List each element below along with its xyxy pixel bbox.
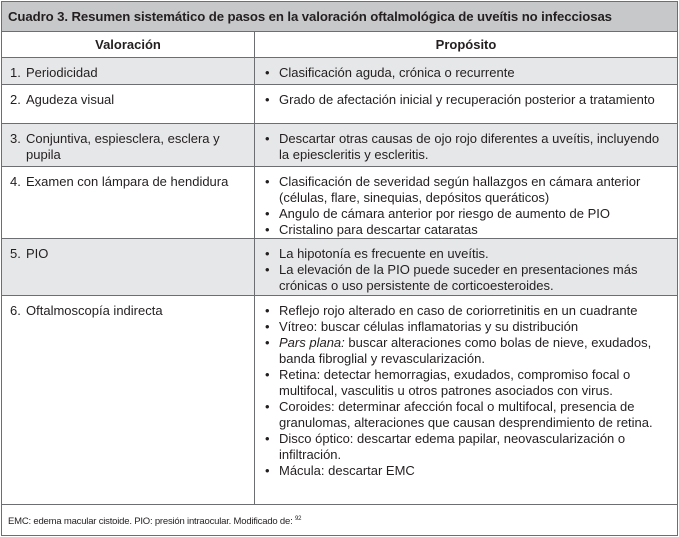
table-header-row	[2, 32, 677, 58]
row-number: 3.	[10, 131, 21, 146]
list-item: • Clasificación aguda, crónica o recurrente	[265, 65, 515, 80]
table-title: Cuadro 3. Resumen sistemático de pasos en la valoración oftalmológica de uveítis no infecciosas	[2, 2, 677, 32]
list-item: • Coroides: determinar afección focal o multifocal, presencia de granulomas, alteraciones que causan desprendimiento de retina.	[265, 399, 653, 430]
list-item: • Vítreo: buscar células inflamatorias y su distribución	[265, 319, 579, 334]
proposito-cell	[255, 296, 677, 504]
bullet-icon: •	[265, 92, 270, 107]
row-label: Periodicidad	[26, 65, 98, 80]
table-row	[2, 58, 677, 85]
table-row	[2, 85, 677, 124]
row-number: 1.	[10, 65, 21, 80]
row-label: PIO	[26, 246, 49, 261]
bullet-icon: •	[265, 174, 270, 189]
bullet-icon: •	[265, 463, 270, 478]
list-item: • Clasificación de severidad según hallazgos en cámara anterior (células, flare, sinequias, depósitos queráticos)	[265, 174, 641, 205]
valoracion-cell	[2, 239, 255, 295]
table-row	[2, 124, 677, 167]
list-item: • Reflejo rojo alterado en caso de coriorretinitis en un cuadrante	[265, 303, 638, 318]
list-item: • Pars plana: buscar alteraciones como bolas de nieve, exudados, banda fibroglial y revascularización.	[265, 335, 652, 366]
list-item: • Angulo de cámara anterior por riesgo de aumento de PIO	[265, 206, 610, 221]
row-number: 6.	[10, 303, 21, 318]
valoracion-cell	[2, 85, 255, 123]
bullet-list	[263, 92, 671, 108]
valoracion-cell	[2, 167, 255, 238]
row-label: Examen con lámpara de hendidura	[26, 174, 229, 189]
bullet-icon: •	[265, 431, 270, 446]
bullet-icon: •	[265, 131, 270, 146]
list-item: • Grado de afectación inicial y recuperación posterior a tratamiento	[265, 92, 655, 107]
footnote-text: EMC: edema macular cistoide. PIO: presión intraocular. Modificado de:	[8, 516, 293, 527]
bullet-list	[263, 174, 671, 238]
bullet-icon: •	[265, 206, 270, 221]
table-row	[2, 167, 677, 239]
valoracion-cell	[2, 296, 255, 504]
row-label: Agudeza visual	[26, 92, 115, 107]
row-number: 4.	[10, 174, 21, 189]
bullet-list	[263, 131, 671, 163]
table-frame	[1, 1, 678, 536]
bullet-icon: •	[265, 399, 270, 414]
proposito-cell	[255, 239, 677, 295]
footnote-reference: 92	[295, 516, 302, 522]
bullet-icon: •	[265, 319, 270, 334]
proposito-cell	[255, 58, 677, 84]
bullet-icon: •	[265, 65, 270, 80]
list-item: • La hipotonía es frecuente en uveítis.	[265, 246, 489, 261]
bullet-icon: •	[265, 367, 270, 382]
row-label: Oftalmoscopía indirecta	[26, 303, 163, 318]
row-label: Conjuntiva, espiesclera, esclera y pupila	[26, 131, 220, 162]
italic-prefix: Pars plana:	[279, 335, 345, 350]
proposito-cell	[255, 167, 677, 238]
list-item: • La elevación de la PIO puede suceder en presentaciones más crónicas o uso persistente de corticoesteroides.	[265, 262, 638, 293]
bullet-icon: •	[265, 246, 270, 261]
list-item: • Mácula: descartar EMC	[265, 463, 415, 478]
valoracion-cell	[2, 58, 255, 84]
table-row	[2, 296, 677, 505]
list-item: • Disco óptico: descartar edema papilar, neovascularización o infiltración.	[265, 431, 626, 462]
column-header-proposito: Propósito	[435, 37, 497, 52]
bullet-icon: •	[265, 222, 270, 237]
valoracion-cell	[2, 124, 255, 166]
bullet-icon: •	[265, 335, 270, 350]
list-item: • Cristalino para descartar cataratas	[265, 222, 478, 237]
table-row	[2, 239, 677, 296]
bullet-icon: •	[265, 303, 270, 318]
bullet-icon: •	[265, 262, 270, 277]
table-footnote	[2, 505, 677, 536]
bullet-list	[263, 303, 671, 479]
proposito-cell	[255, 124, 677, 166]
proposito-cell	[255, 85, 677, 123]
list-item: • Retina: detectar hemorragias, exudados, compromiso focal o multifocal, vasculitis u otros patrones asociados con virus.	[265, 367, 631, 398]
list-item: • Descartar otras causas de ojo rojo diferentes a uveítis, incluyendo la epiescleritis y escleritis.	[265, 131, 660, 162]
column-header-valoracion: Valoración	[2, 32, 255, 57]
row-number: 2.	[10, 92, 21, 107]
bullet-list	[263, 246, 671, 294]
row-number: 5.	[10, 246, 21, 261]
bullet-list	[263, 65, 671, 81]
